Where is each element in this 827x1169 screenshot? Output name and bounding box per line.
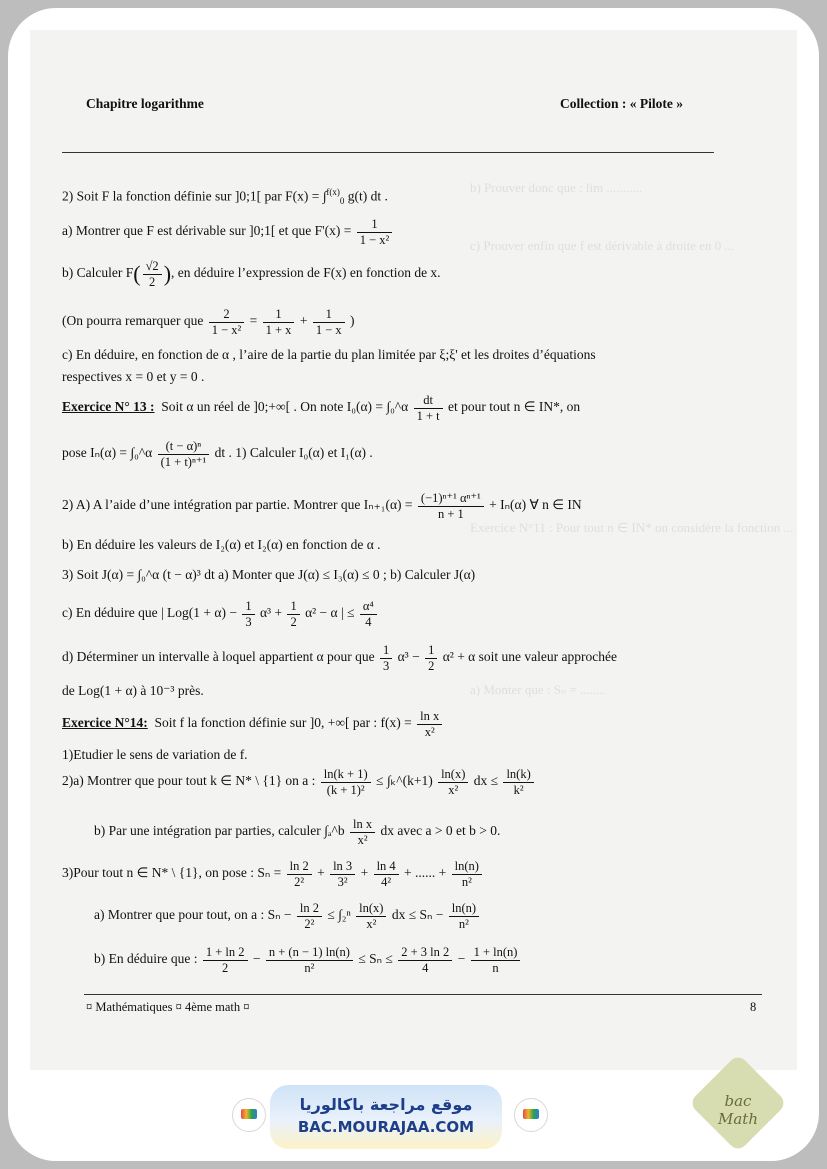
exercise-13-q3d: d) Déterminer un intervalle à loquel appartient α pour que $\frac{1}{3}$ α³ − $\frac{1}{2}$ α² + α soit une valeur approchée <box>62 643 617 673</box>
exercise-14-q3b: b) En déduire que : $\frac{1 + \ln 2}{2}$ − $\frac{n + (n - 1) \ln(n)}{\text{n²}}$ ≤ Sₙ ≤ $\frac{2 + 3 \ln 2}{4}$ − $\frac{1 + \ln(n)}{n}$ <box>94 946 522 974</box>
bleed-through: Exercice N°11 : Pour tout n ∈ IN* on considère la fonction ... <box>470 520 794 535</box>
site-name-arabic: موقع مراجعة باكالوريا <box>299 1095 473 1114</box>
header-chapter: Chapitre logarithme <box>86 96 204 111</box>
site-banner[interactable] <box>270 1085 502 1149</box>
exercise-13-q3c: c) En déduire que | Log(1 + α) − $\frac{1}{3}$ α³ + $\frac{1}{2}$ α² − α | ≤ $\frac{\text{α⁴}}{4}$ <box>62 600 379 628</box>
bleed-through: c) Prouver enfin que f est dérivable à droite en 0 ... <box>470 238 735 253</box>
header-collection: Collection : « Pilote » <box>560 96 683 111</box>
exercise-13-q2a: 2) A) A l’aide d’une intégration par partie. Montrer que Iₙ₊₁(α) = $\frac{\text{(−1)ⁿ⁺¹ αⁿ⁺¹}}{n + 1}$ + Iₙ(α) ∀ n ∈ IN <box>62 491 582 521</box>
exercise-14-q1: 1)Etudier le sens de variation de f. <box>62 747 248 762</box>
bleed-through: a) Monter que : Sₙ = ........ <box>470 682 606 697</box>
bleed-through: b) Prouver donc que : lim ........... <box>470 180 643 195</box>
exercise-14-title: Exercice N°14: <box>62 715 148 731</box>
question-2-note: (On pourra remarquer que $\frac{2}{\text{1 − x²}}$ = $\frac{1}{1 + x}$ + $\frac{1}{1 - x}$ ) <box>62 307 355 337</box>
question-2a: a) Montrer que F est dérivable sur ]0;1[ et que F'(x) = $\frac{1}{\text{1 − x²}}$ <box>62 218 394 246</box>
exercise-13-definition: pose Iₙ(α) = ∫₀^α $\frac{\text{(t − α)ⁿ}}{\text{(1 + t)ⁿ⁺¹}}$ dt . 1) Calculer I₀(α) et I₁(α) . <box>62 439 373 469</box>
exercise-14-q3: 3)Pour tout n ∈ N* \ {1}, on pose : Sₙ = $\frac{\ln 2}{\text{2²}}$ + $\frac{\ln 3}{\text{3²}}$ + $\frac{\ln 4}{\text{4²}}$ + ...... + $\frac{\ln(n)}{\text{n²}}$ <box>62 860 484 888</box>
bac-math-logo-text: bac Math <box>718 1092 758 1128</box>
site-logo-icon <box>514 1098 548 1132</box>
footer-label: ¤ Mathématiques ¤ 4ème math ¤ <box>86 1000 250 1014</box>
exercise-14-intro: Exercice N°14: Soit f la fonction définie sur ]0, +∞[ par : f(x) = $\frac{\text{ln x}}{\text{x²}}$ <box>62 710 444 738</box>
footer-rule <box>84 994 762 995</box>
exercise-13-intro: Exercice N° 13 : Soit α un réel de ]0;+∞[ . On note I₀(α) = ∫₀^α $\frac{dt}{1 + t}$ et pour tout n ∈ IN*, on <box>62 393 581 423</box>
exercise-14-q2b: b) Par une intégration par parties, calculer ∫ₐ^b $\frac{\text{ln x}}{\text{x²}}$ dx avec a > 0 et b > 0. <box>94 817 501 847</box>
site-url[interactable]: BAC.MOURAJAA.COM <box>297 1118 475 1136</box>
site-logo-icon <box>232 1098 266 1132</box>
question-2b: b) Calculer F( $\frac{√2}{2}$ ), en déduire l’expression de F(x) en fonction de x. <box>62 259 441 289</box>
exercise-13-q2b: b) En déduire les valeurs de I₂(α) et I₂(α) en fonction de α . <box>62 537 381 552</box>
exercise-13-title: Exercice N° 13 : <box>62 399 155 415</box>
question-2: 2) Soit F la fonction définie sur ]0;1[ par F(x) = ∫$^{f(x)}_0$ g(t) dt . <box>62 187 388 207</box>
question-2c-line1: c) En déduire, en fonction de α , l’aire de la partie du plan limitée par ξ;ξ' et les droites d’équations <box>62 347 596 362</box>
header-rule <box>62 152 714 153</box>
exercise-13-q3d-line2: de Log(1 + α) à 10⁻³ près. <box>62 683 204 698</box>
exercise-14-q3a: a) Montrer que pour tout, on a : Sₙ − $\frac{\ln 2}{\text{2²}}$ ≤ ∫₂ⁿ $\frac{\ln(x)}{\text{x²}}$ dx ≤ Sₙ − $\frac{\ln(n)}{\text{n²}}$ <box>94 902 481 930</box>
page-frame <box>8 8 819 1161</box>
fraction: $\frac{1}{\text{1 − x²}}$ <box>357 218 393 246</box>
page-number: 8 <box>750 1000 757 1014</box>
exercise-14-q2a: 2)a) Montrer que pour tout k ∈ N* \ {1} on a : $\frac{\ln(k + 1)}{\text{(k + 1)²}}$ ≤ ∫ₖ^(k+1) $\frac{\ln(x)}{\text{x²}}$ dx ≤ $\frac{\ln(k)}{\text{k²}}$ <box>62 768 536 796</box>
question-2c-line2: respectives x = 0 et y = 0 . <box>62 369 205 384</box>
exercise-13-q3: 3) Soit J(α) = ∫₀^α (t − α)³ dt a) Monter que J(α) ≤ I₃(α) ≤ 0 ; b) Calculer J(α) <box>62 567 476 582</box>
